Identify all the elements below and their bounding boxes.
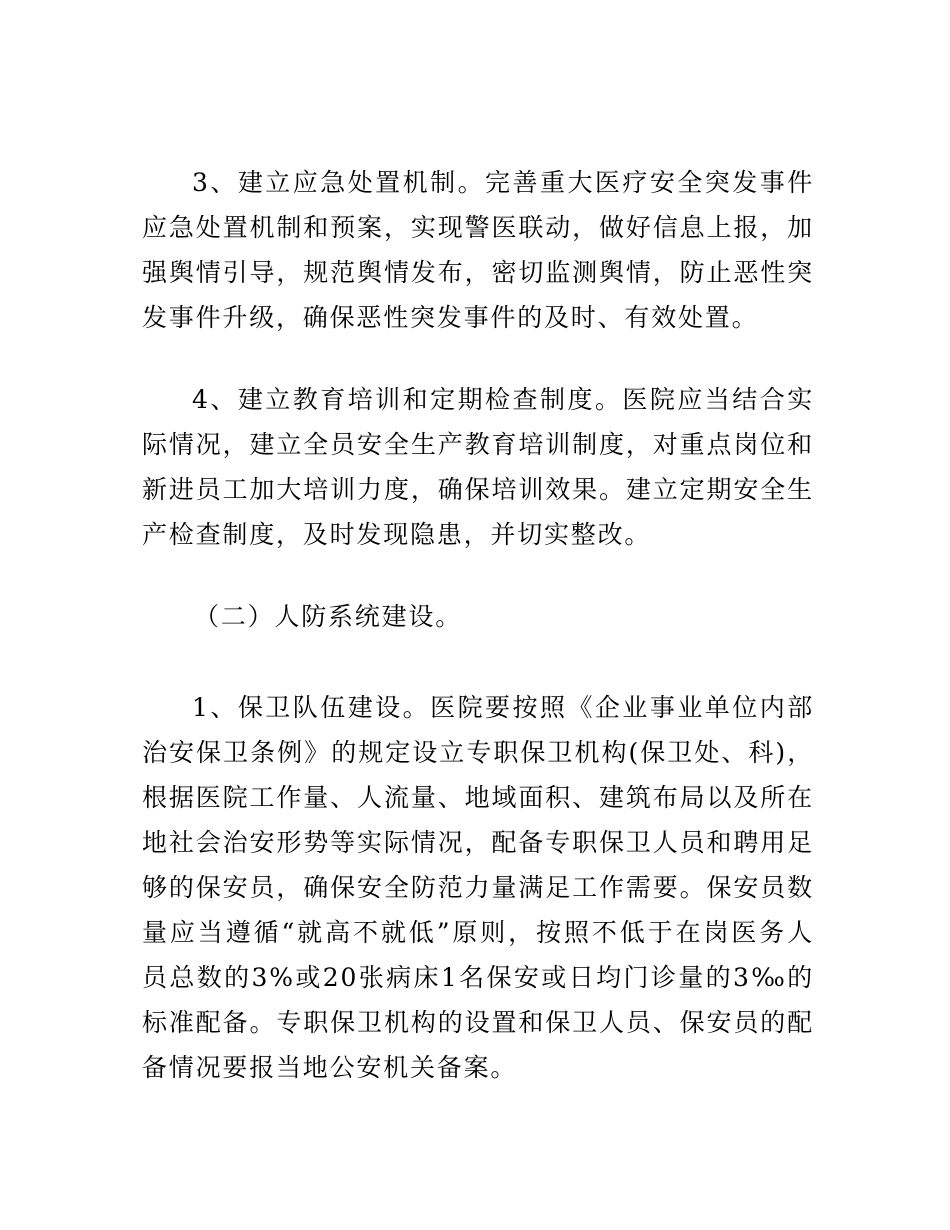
paragraph-emergency-mechanism: 3、建立应急处置机制。完善重大医疗安全突发事件应急处置机制和预案，实现警医联动，做好信息上报，加强舆情引导，规范舆情发布，密切监测舆情，防止恶性突发事件升级，确保恶性突发事件的及时、有效处置。 <box>142 168 814 332</box>
paragraph-security-team: 1、保卫队伍建设。医院要按照《企业事业单位内部治安保卫条例》的规定设立专职保卫机构(保卫处、科)，根据医院工作量、人流量、地域面积、建筑布局以及所在地社会治安形势等实际情况，配备专职保卫人员和聘用足够的保安员，确保安全防范力量满足工作需要。保安员数量应当遵循“就高不就低”原则，按照不低于在岗医务人员总数的3%或20张病床1名保安或日均门诊量的3‰的标准配备。专职保卫机构的设置和保卫人员、保安员的配备情况要报当地公安机关备案。 <box>142 693 814 1082</box>
paragraph-training-inspection: 4、建立教育培训和定期检查制度。医院应当结合实际情况，建立全员安全生产教育培训制度，对重点岗位和新进员工加大培训力度，确保培训效果。建立定期安全生产检查制度，及时发现隐患，并切实整改。 <box>142 385 814 549</box>
section-heading-civil-defense: （二）人防系统建设。 <box>194 602 463 631</box>
